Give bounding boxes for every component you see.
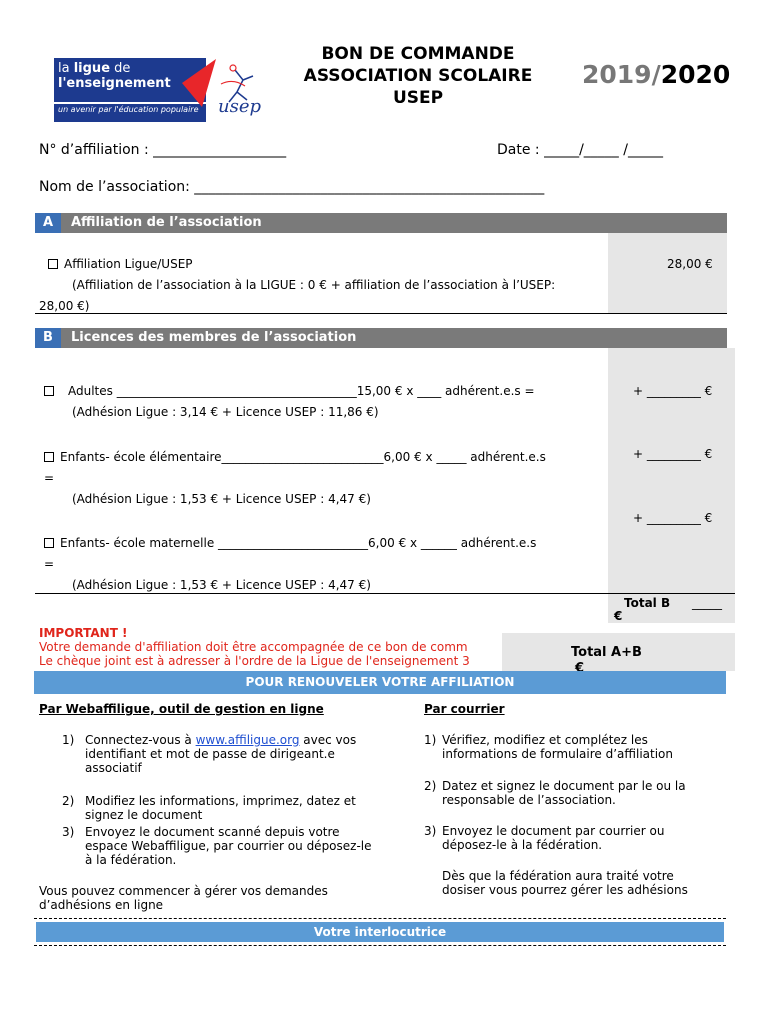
right-step-3 xyxy=(424,824,664,852)
affiliation-number-field[interactable]: N° d’affiliation : ___________________ xyxy=(39,142,287,158)
maternelle-checkbox-item[interactable] xyxy=(44,536,536,550)
logo-text-de: de xyxy=(114,61,131,76)
elementary-detail: (Adhésion Ligue : 1,53 € + Licence USEP : 4,47 €) xyxy=(72,492,371,506)
left-step-1-text-end: avec vos xyxy=(299,733,357,747)
right-step-3-line-2: déposez-le à la fédération. xyxy=(442,838,603,852)
red-arrow-icon xyxy=(180,55,220,110)
maternelle-equals: = xyxy=(44,557,55,571)
affiliation-price: 28,00 € xyxy=(667,257,713,271)
left-step-1-line-2: identifiant et mot de passe de dirigeant.e xyxy=(85,747,335,761)
affiliation-detail-line-2: 28,00 €) xyxy=(39,299,90,313)
left-step-1 xyxy=(62,733,356,775)
left-step-3-line-3: à la fédération. xyxy=(85,853,177,867)
maternelle-sum[interactable]: + _________ € xyxy=(633,511,713,525)
section-a-bottom-rule xyxy=(35,313,727,314)
total-ab-box xyxy=(502,633,735,671)
usep-logo-text: usep xyxy=(218,96,262,117)
logo-text-la: la xyxy=(58,61,70,76)
association-name-field[interactable]: Nom de l’association: __________________________________________________ xyxy=(39,179,545,195)
left-step-3-line-2: espace Webaffiligue, par courrier ou déposez-le xyxy=(85,839,372,853)
right-footer-line-2: dosiser vous pourrez gérer les adhésions xyxy=(442,883,688,897)
total-b-euro: € xyxy=(614,609,623,623)
page-title xyxy=(268,43,568,109)
left-step-1-line-3: associatif xyxy=(85,761,142,775)
school-year xyxy=(582,60,730,89)
title-line-3: USEP xyxy=(392,88,444,108)
left-footer xyxy=(39,884,328,912)
title-line-1: BON DE COMMANDE xyxy=(321,44,515,64)
section-b-header xyxy=(35,328,727,348)
right-footer xyxy=(442,869,688,897)
left-footer-line-2: d’adhésions en ligne xyxy=(39,898,164,912)
section-a-title: Affiliation de l’association xyxy=(71,215,262,230)
section-a-letter: A xyxy=(35,213,61,233)
contact-bar: Votre interlocutrice xyxy=(36,922,724,942)
total-b-label: Total B xyxy=(624,596,671,610)
left-step-3-text: Envoyez le document scanné depuis votre xyxy=(85,825,340,839)
year-start: 2019/ xyxy=(582,60,661,89)
important-title: IMPORTANT ! xyxy=(39,626,128,640)
maternelle-detail: (Adhésion Ligue : 1,53 € + Licence USEP : 4,47 €) xyxy=(72,578,371,592)
left-step-2-text: Modifiez les informations, imprimez, datez et xyxy=(85,794,356,808)
section-a-price-column xyxy=(608,233,727,313)
affiliation-checkbox[interactable] xyxy=(48,259,58,269)
adults-line: Adultes ________________________________________15,00 € x ____ adhérent.e.s = xyxy=(68,384,535,398)
left-step-1-num: 1) xyxy=(62,733,75,747)
right-step-2-line-2: responsable de l’association. xyxy=(442,793,616,807)
section-b-title: Licences des membres de l’association xyxy=(71,330,357,345)
right-step-2-text: Datez et signez le document par le ou la xyxy=(442,779,686,793)
section-b-letter: B xyxy=(35,328,61,348)
renew-bar: POUR RENOUVELER VOTRE AFFILIATION xyxy=(34,671,726,694)
total-ab-euro: € xyxy=(575,661,585,671)
left-step-2-num: 2) xyxy=(62,794,75,808)
right-step-3-num: 3) xyxy=(424,824,437,838)
right-step-2-num: 2) xyxy=(424,779,437,793)
total-b-blank[interactable]: _____ xyxy=(692,596,722,610)
left-step-3 xyxy=(62,825,372,867)
maternelle-checkbox[interactable] xyxy=(44,538,54,548)
elementary-equals: = xyxy=(44,471,55,485)
right-step-2 xyxy=(424,779,686,807)
left-step-2-line-2: signez le document xyxy=(85,808,203,822)
title-line-2: ASSOCIATION SCOLAIRE xyxy=(303,66,533,86)
date-field[interactable]: Date : _____/_____ /_____ xyxy=(497,142,663,158)
elementary-checkbox[interactable] xyxy=(44,452,54,462)
logo-text-ligue: ligue xyxy=(73,61,111,76)
affiliation-checkbox-item[interactable] xyxy=(48,257,193,271)
maternelle-line: Enfants- école maternelle _________________________6,00 € x ______ adhérent.e.s xyxy=(60,536,537,550)
left-step-1-text: Connectez-vous à xyxy=(85,733,196,747)
adults-checkbox[interactable] xyxy=(44,386,54,396)
elementary-sum[interactable]: + _________ € xyxy=(633,447,713,461)
affiliation-item-label: Affiliation Ligue/USEP xyxy=(64,257,193,271)
right-step-1-line-2: informations de formulaire d’affiliation xyxy=(442,747,674,761)
right-step-1 xyxy=(424,733,673,761)
right-step-1-text: Vérifiez, modifiez et complétez les xyxy=(442,733,648,747)
left-step-3-num: 3) xyxy=(62,825,75,839)
adults-checkbox-item[interactable] xyxy=(44,384,535,398)
total-ab-label: Total A+B xyxy=(571,645,642,660)
important-line-1: Votre demande d'affiliation doit être accompagnée de ce bon de comm xyxy=(39,640,468,654)
left-step-2 xyxy=(62,794,356,822)
logo-tagline: un avenir par l'éducation populaire xyxy=(58,105,199,114)
affiligue-link[interactable]: www.affiligue.org xyxy=(195,733,300,747)
important-line-2: Le chèque joint est à adresser à l'ordre de la Ligue de l'enseignement 3 xyxy=(39,654,470,668)
section-a-header xyxy=(35,213,727,233)
section-b-bottom-rule xyxy=(35,593,735,594)
adults-sum[interactable]: + _________ € xyxy=(633,384,713,398)
courrier-heading: Par courrier xyxy=(424,702,505,716)
right-footer-line-1: Dès que la fédération aura traité votre xyxy=(442,869,674,883)
elementary-line: Enfants- école élémentaire___________________________6,00 € x _____ adhérent.e.s xyxy=(60,450,546,464)
affiliation-detail-line-1: (Affiliation de l’association à la LIGUE : 0 € + affiliation de l’association à l’USEP: xyxy=(72,278,556,292)
year-end: 2020 xyxy=(660,60,731,89)
adults-detail: (Adhésion Ligue : 3,14 € + Licence USEP : 11,86 €) xyxy=(72,405,379,419)
webaffiligue-heading: Par Webaffiligue, outil de gestion en ligne xyxy=(39,702,324,716)
logo-text-enseignement: l'enseignement xyxy=(58,76,171,91)
right-step-3-text: Envoyez le document par courrier ou xyxy=(442,824,665,838)
left-footer-line-1: Vous pouvez commencer à gérer vos demandes xyxy=(39,884,328,898)
right-step-1-num: 1) xyxy=(424,733,437,747)
elementary-checkbox-item[interactable] xyxy=(44,450,546,464)
